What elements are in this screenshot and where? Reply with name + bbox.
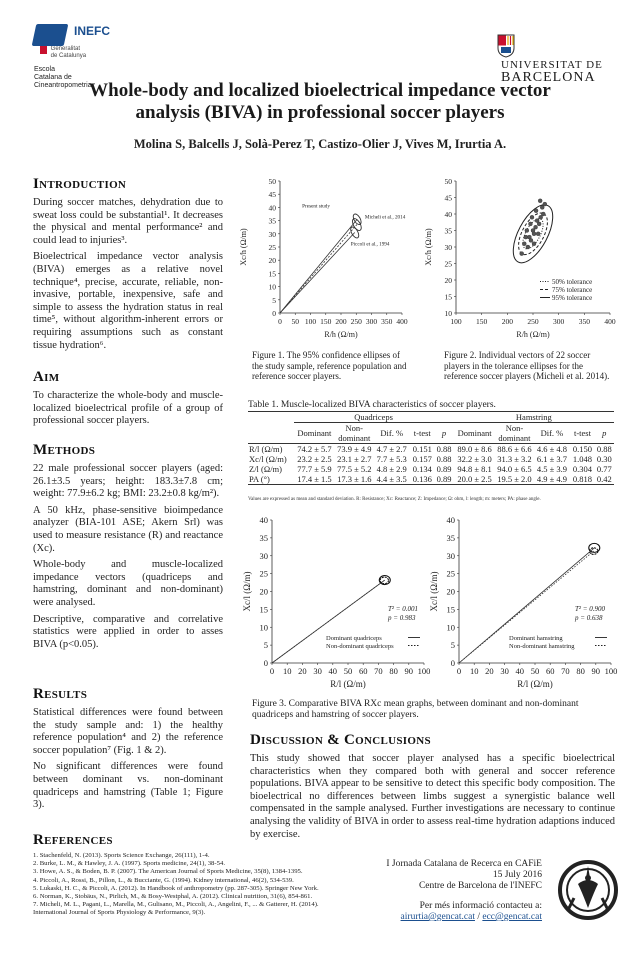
stat-t2: T² = 0.001	[388, 605, 418, 613]
table-body	[248, 444, 614, 485]
table-cell: 0.134	[412, 464, 432, 474]
table-cell: 0.150	[572, 444, 593, 454]
x-tick-label: 250	[350, 317, 362, 326]
table-cell: 0.88	[436, 454, 452, 464]
player-vector-point	[540, 205, 544, 209]
x-tick-label: 0	[269, 666, 275, 676]
table-cell: 19.5 ± 2.0	[497, 474, 532, 484]
x-tick-label: 50	[343, 666, 353, 676]
x-tick-label: 350	[381, 317, 393, 326]
introduction-text	[33, 197, 223, 356]
discussion-text	[250, 753, 615, 841]
x-tick-label: 30	[500, 666, 509, 676]
title-line2: analysis (BIVA) in professional soccer players	[135, 102, 505, 123]
methods-p3: Whole-body and muscle-localized impedance vectors (quadriceps and hamstring, dominant and non-dominant) were analysed.	[33, 559, 223, 608]
reference-item: 6. Norman, K., Stobäus, N., Pirlich, M., & Bosy-Westphal, A. (2012). Clinical nutrition, 31(6), 854-861.	[33, 893, 313, 901]
y-tick-label: 5	[450, 640, 455, 651]
y-tick-label: 35	[259, 532, 268, 543]
x-tick-label: 10	[469, 666, 479, 676]
y-tick-label: 30	[268, 229, 276, 239]
stat-t2: T² = 0.900	[575, 605, 605, 613]
poster-title	[50, 80, 590, 124]
player-vector-point	[543, 202, 547, 206]
event-venue: Centre de Barcelona de l'INEFC	[418, 881, 542, 891]
series-vector-line	[280, 225, 357, 313]
references-list	[33, 852, 373, 918]
y-tick-label: 0	[272, 309, 276, 318]
table-cell: 4.9 ± 4.9	[533, 474, 570, 485]
contact-emails	[372, 912, 542, 923]
y-axis-label: Xc/h (Ω/m)	[424, 228, 433, 266]
table-cell: 94.0 ± 6.5	[497, 464, 532, 474]
x-tick-label: 300	[365, 317, 378, 326]
table-cell: 0.89	[434, 474, 453, 485]
table-cell: 77.7 ± 5.9	[297, 464, 332, 474]
table-row	[248, 444, 614, 455]
gencat-logo	[40, 46, 86, 60]
x-tick-label: 40	[515, 666, 525, 676]
series-label: Micheli et al., 2014	[364, 214, 406, 221]
inefc-logo	[34, 24, 164, 89]
legend-label: Dominant quadriceps	[326, 635, 382, 642]
reference-item: International Journal of Sports Physiology & Performance, 9(3).	[33, 909, 206, 917]
y-tick-label: 20	[446, 586, 455, 597]
stat-p: p = 0.638	[575, 614, 603, 622]
aim-p1: To characterize the whole-body and muscle-localized bioelectrical profile of a group of professional soccer players.	[33, 390, 223, 427]
y-tick-label: 10	[259, 622, 268, 633]
gencat-flag-icon	[40, 46, 47, 54]
figure-3a-chart	[240, 510, 430, 695]
references-heading: References	[33, 832, 113, 848]
x-tick-label: 200	[501, 317, 513, 326]
discussion-p1: This study showed that soccer player analysed has a specific bioelectrical characteristics when they compared both with general and soccer reference populations. BIVA appear to be sensitive to detect this specific body composition. The bioelectrical no differences between limbs suggest a synergistic balance well compensated in the sample analysed. Further investigations are necessary to continue analysing the validity of BIVA in order to assess real-time hydration adaptions induced by exercise.	[250, 753, 615, 840]
table-cell: 0.151	[412, 444, 432, 454]
player-vector-point	[541, 212, 545, 216]
legend-label: Non-dominant hamstring	[509, 643, 575, 650]
table-cell: 0.42	[595, 474, 614, 485]
ub-line1: UNIVERSITAT DE	[501, 59, 603, 71]
x-tick-label: 100	[604, 666, 618, 676]
reference-item: 2. Burke, L. M., & Hawley, J. A. (1997). Sports medicine, 24(1), 38-54.	[33, 860, 225, 868]
x-tick-label: 400	[396, 317, 408, 326]
x-tick-label: 10	[282, 666, 292, 676]
x-tick-label: 150	[476, 317, 488, 326]
y-axis-label: Xc/h (Ω/m)	[239, 228, 248, 266]
y-axis-label: Xc/l (Ω/m)	[242, 571, 252, 612]
table-1-footnote: Values are expressed as mean and standard deviation. R: Resistance; Xc: Reactance; Z: Impedance; Ω: ohm, l: length; m: meters; PA: phase angle.	[248, 497, 541, 502]
y-tick-label: 40	[268, 203, 276, 213]
reference-item: 5. Lukaski, H. C., & Piccoli, A. (2012). In Handbook of anthropometry (pp. 287-305). Springer New York.	[33, 884, 319, 892]
player-vector-point	[538, 199, 542, 203]
y-tick-label: 50	[268, 177, 276, 186]
table-row-label: Xc/l (Ω/m)	[249, 454, 287, 464]
x-tick-label: 30	[313, 666, 322, 676]
series-label: Present study	[302, 203, 330, 210]
contact-label: Per més informació contacteu a:	[419, 901, 542, 911]
table-group-hamstring: Hamstring	[454, 412, 614, 423]
player-vector-point	[536, 232, 540, 236]
table-group-header-row	[248, 412, 614, 423]
figure-1-chart	[236, 172, 406, 347]
player-vector-point	[525, 229, 529, 233]
table-cell: 17.3 ± 1.6	[337, 474, 372, 484]
aim-heading: Aim	[33, 369, 60, 385]
contact-block	[372, 859, 542, 923]
table-header: p	[595, 423, 614, 444]
y-tick-label: 45	[444, 193, 452, 203]
table-cell: 0.136	[410, 474, 434, 485]
table-cell: 0.818	[570, 474, 594, 485]
inefc-sub2: Catalana de	[34, 74, 72, 81]
player-vector-point	[528, 222, 532, 226]
methods-heading: Methods	[33, 442, 96, 458]
player-vector-point	[532, 242, 536, 246]
x-tick-label: 80	[576, 666, 585, 676]
y-tick-label: 30	[259, 550, 268, 561]
inefc-sub1: Escola	[34, 66, 56, 73]
legend-label: 50% tolerance	[552, 278, 593, 286]
series-vector-line	[280, 232, 355, 313]
gencat-line2: de Catalunya	[50, 53, 87, 59]
y-tick-label: 25	[446, 568, 455, 579]
table-cell: 32.2 ± 3.0	[457, 454, 492, 464]
methods-p1: 22 male professional soccer players (aged: 26.1±3.5 years; height: 183.3±7.8 cm; weight: 77.9±6.2 kg; BMI: 23.2±0.8 kg/m²).	[33, 463, 223, 500]
x-tick-label: 40	[328, 666, 338, 676]
x-tick-label: 20	[485, 666, 494, 676]
x-tick-label: 400	[604, 317, 616, 326]
table-cell: 4.5 ± 3.9	[536, 464, 567, 474]
x-tick-label: 0	[456, 666, 462, 676]
results-text	[33, 707, 223, 816]
player-vector-point	[530, 215, 534, 219]
figure-3-caption: Figure 3. Comparative BIVA RXc mean graphs, between dominant and non-dominant quadriceps and hamstring of soccer players.	[252, 699, 579, 720]
figure-2-caption: Figure 2. Individual vectors of 22 soccer players in the tolerance ellipses for the reference soccer players (Micheli et al. 2014).	[444, 350, 610, 381]
table-header: t-test	[410, 423, 434, 444]
player-vector-point	[520, 252, 524, 256]
results-p2: No significant differences were found between dominant vs. non-dominant quadriceps and hamstring (Table 1; Figure 3).	[33, 761, 223, 811]
y-tick-label: 40	[259, 515, 268, 525]
y-tick-label: 25	[444, 259, 452, 269]
results-heading: Results	[33, 686, 88, 702]
title-line1: Whole-body and localized bioelectrical impedance vector	[89, 80, 551, 101]
table-cell: 23.2 ± 2.5	[297, 454, 332, 464]
results-p1: Statistical differences were found between the study sample and: 1) the healthy reference population⁴ and 2) the reference soccer population⁷ (Fig. 1 & 2).	[33, 707, 223, 756]
table-cell: 0.30	[596, 454, 612, 464]
inefc-sub3: Cineantropometria	[34, 82, 92, 89]
x-axis-label: R/h (Ω/m)	[324, 330, 358, 339]
x-tick-label: 70	[561, 666, 570, 676]
introduction-p2: Bioelectrical impedance vector analysis (BIVA) emerges as a relative novel technique⁴, precise, accurate, reliable, non-invasive, portable, inexpensive, safe and simple to assess the hydration status in real time⁵, without algorithm-inherent errors or requiring assumptions such as constant tissue hydration⁶.	[33, 251, 223, 351]
figure-1-caption: Figure 1. The 95% confidence ellipses of the study sample, reference population and reference soccer players.	[252, 350, 407, 381]
inefc-logo-mark-icon	[32, 24, 69, 46]
table-header: Dif. %	[373, 423, 410, 444]
x-tick-label: 150	[320, 317, 332, 326]
methods-p2: A 50 kHz, phase-sensitive bioimpedance analyzer (BIA-101 ASE; Akern Srl) was used to measure resistance (R) and reactance (Xc).	[33, 504, 223, 554]
table-header: Dif. %	[533, 423, 570, 444]
player-vector-point	[539, 215, 543, 219]
y-tick-label: 20	[259, 586, 268, 597]
table-header: Dominant	[454, 423, 496, 444]
x-tick-label: 0	[278, 317, 282, 326]
event-name: I Jornada Catalana de Recerca en CAFiE	[386, 859, 542, 869]
table-cell: 23.1 ± 2.7	[337, 454, 372, 464]
reference-item: 7. Micheli, M. L., Pagani, L., Marella, M., Gulisano, M., Piccoli, A., Angelini, F., ... & Gatterer, H. (2014).	[33, 901, 319, 909]
table-cell: 1.048	[572, 454, 593, 464]
reference-item: 1. Stachenfeld, N. (2013). Sports Science Exchange, 26(111), 1-4.	[33, 852, 210, 859]
discussion-heading: Discussion & Conclusions	[250, 732, 431, 748]
table-cell: 77.5 ± 5.2	[337, 464, 372, 474]
x-axis-label: R/h (Ω/m)	[516, 330, 550, 339]
legend-label: Dominant hamstring	[509, 635, 563, 642]
x-tick-label: 90	[591, 666, 601, 676]
methods-p4: Descriptive, comparative and correlative statistics were applied in order to asses BIVA (p<0.05).	[33, 613, 223, 650]
introduction-heading: Introduction	[33, 176, 127, 192]
player-vector-point	[524, 235, 528, 239]
player-vector-point	[532, 232, 536, 236]
y-tick-label: 15	[259, 604, 268, 615]
stat-p: p = 0.983	[388, 614, 416, 622]
ub-line2: BARCELONA	[501, 70, 596, 85]
x-tick-label: 100	[450, 317, 462, 326]
table-row-label: PA (°)	[248, 474, 294, 485]
player-vector-point	[522, 242, 526, 246]
table-cell: 4.6 ± 4.8	[536, 444, 567, 454]
table-row	[248, 454, 614, 464]
inefc-name: INEFC	[74, 24, 110, 38]
x-tick-label: 350	[578, 317, 590, 326]
table-header: p	[434, 423, 453, 444]
table-cell: 4.8 ± 2.9	[376, 464, 407, 474]
y-tick-label: 10	[268, 282, 276, 292]
x-tick-label: 200	[335, 317, 347, 326]
legend-label: 75% tolerance	[552, 286, 593, 294]
figure-3b-chart	[427, 510, 619, 695]
x-tick-label: 20	[298, 666, 307, 676]
aim-text	[33, 390, 223, 432]
figure-2-chart	[422, 172, 618, 347]
email-separator: /	[474, 912, 483, 922]
player-vector-point	[529, 238, 533, 242]
player-vector-point	[537, 222, 541, 226]
table-header-row	[248, 423, 614, 444]
table-cell: 4.4 ± 3.5	[373, 474, 410, 485]
y-tick-label: 35	[268, 216, 276, 226]
table-row-label: Z/l (Ω/m)	[249, 464, 282, 474]
player-vector-point	[526, 245, 530, 249]
ub-shield-icon	[497, 34, 515, 58]
table-cell: 74.2 ± 5.7	[297, 444, 332, 454]
legend-label: Non-dominant quadriceps	[326, 643, 394, 650]
cineantropometria-emblem-icon	[556, 858, 620, 928]
x-tick-label: 80	[389, 666, 398, 676]
table-1	[248, 411, 614, 485]
table-cell: 4.7 ± 2.7	[376, 444, 407, 454]
email-link-airurtia[interactable]: airurtia@gencat.cat	[400, 912, 475, 922]
table-cell: 0.89	[436, 464, 452, 474]
table-row-label: R/l (Ω/m)	[249, 444, 283, 454]
x-tick-label: 50	[530, 666, 540, 676]
x-tick-label: 50	[291, 317, 299, 326]
methods-text	[33, 463, 223, 655]
y-tick-label: 30	[444, 243, 452, 252]
y-tick-label: 15	[446, 604, 455, 615]
x-tick-label: 90	[404, 666, 414, 676]
y-tick-label: 50	[444, 177, 452, 186]
x-tick-label: 60	[545, 666, 555, 676]
y-tick-label: 45	[268, 190, 276, 200]
y-tick-label: 35	[444, 226, 452, 236]
table-cell: 31.3 ± 3.2	[497, 454, 532, 464]
x-tick-label: 250	[527, 317, 539, 326]
table-header: Non-dominant	[495, 423, 533, 444]
y-tick-label: 35	[446, 532, 455, 543]
y-tick-label: 5	[263, 640, 268, 651]
table-group-quadriceps: Quadriceps	[294, 412, 454, 423]
y-tick-label: 20	[268, 256, 276, 266]
table-header: Dominant	[294, 423, 336, 444]
x-tick-label: 70	[374, 666, 383, 676]
table-1-title: Table 1. Muscle-localized BIVA characteristics of soccer players.	[248, 400, 496, 410]
table-row	[248, 474, 614, 485]
reference-item: 4. Piccoli, A., Rossi, B., Pillon, L., & Bucciante, G. (1994). Kidney international, 46(2), 534-539.	[33, 876, 294, 884]
x-tick-label: 300	[553, 317, 565, 326]
x-axis-label: R/l (Ω/m)	[330, 679, 366, 689]
table-cell: 94.8 ± 8.1	[457, 464, 492, 474]
y-tick-label: 10	[444, 309, 452, 318]
authors: Molina S, Balcells J, Solà-Perez T, Castizo-Olier J, Vives M, Irurtia A.	[133, 137, 507, 151]
y-tick-label: 25	[259, 568, 268, 579]
y-tick-label: 0	[263, 658, 268, 668]
y-tick-label: 30	[446, 550, 455, 561]
y-tick-label: 10	[446, 622, 455, 633]
table-cell: 0.304	[572, 464, 593, 474]
x-tick-label: 100	[417, 666, 431, 676]
y-tick-label: 25	[268, 243, 276, 252]
email-link-ecc[interactable]: ecc@gencat.cat	[482, 912, 542, 922]
gencat-line1: Generalitat	[50, 46, 81, 52]
ub-logo	[497, 34, 621, 85]
x-axis-label: R/l (Ω/m)	[517, 679, 553, 689]
y-tick-label: 20	[444, 276, 452, 285]
player-vector-point	[534, 225, 538, 229]
table-cell: 0.88	[436, 444, 452, 454]
player-vector-point	[534, 209, 538, 213]
table-cell: 6.1 ± 3.7	[536, 454, 567, 464]
y-tick-label: 5	[272, 295, 276, 305]
series-vector-line	[280, 219, 357, 313]
table-cell: 89.0 ± 8.6	[457, 444, 492, 454]
series-label: Piccoli et al., 1994	[350, 241, 390, 248]
y-tick-label: 0	[450, 658, 455, 668]
y-tick-label: 40	[444, 210, 452, 219]
event-date: 15 July 2016	[492, 870, 542, 880]
introduction-p1: During soccer matches, dehydration due to sweat loss could be substantial¹. It decreases the physical and mental performance² and could lead to injuries³.	[33, 197, 223, 246]
y-tick-label: 15	[444, 292, 452, 302]
table-cell: 7.7 ± 5.3	[376, 454, 407, 464]
table-header: t-test	[570, 423, 594, 444]
table-cell: 0.157	[412, 454, 432, 464]
y-axis-label: Xc/l (Ω/m)	[429, 571, 439, 612]
table-header: Non-dominant	[335, 423, 373, 444]
table-cell: 17.4 ± 1.5	[294, 474, 336, 485]
y-tick-label: 40	[446, 515, 455, 525]
table-cell: 73.9 ± 4.9	[337, 444, 372, 454]
table-cell: 20.0 ± 2.5	[454, 474, 496, 485]
table-cell: 0.77	[596, 464, 612, 474]
table-cell: 0.88	[596, 444, 612, 454]
reference-item: 3. Howe, A. S., & Boden, B. P. (2007). The American Journal of Sports Medicine, 35(8), 1384-1395.	[33, 868, 303, 876]
table-cell: 88.6 ± 6.6	[497, 444, 532, 454]
y-tick-label: 15	[268, 269, 276, 279]
table-row	[248, 464, 614, 474]
x-tick-label: 60	[358, 666, 368, 676]
legend-label: 95% tolerance	[552, 294, 593, 302]
x-tick-label: 100	[304, 317, 317, 326]
